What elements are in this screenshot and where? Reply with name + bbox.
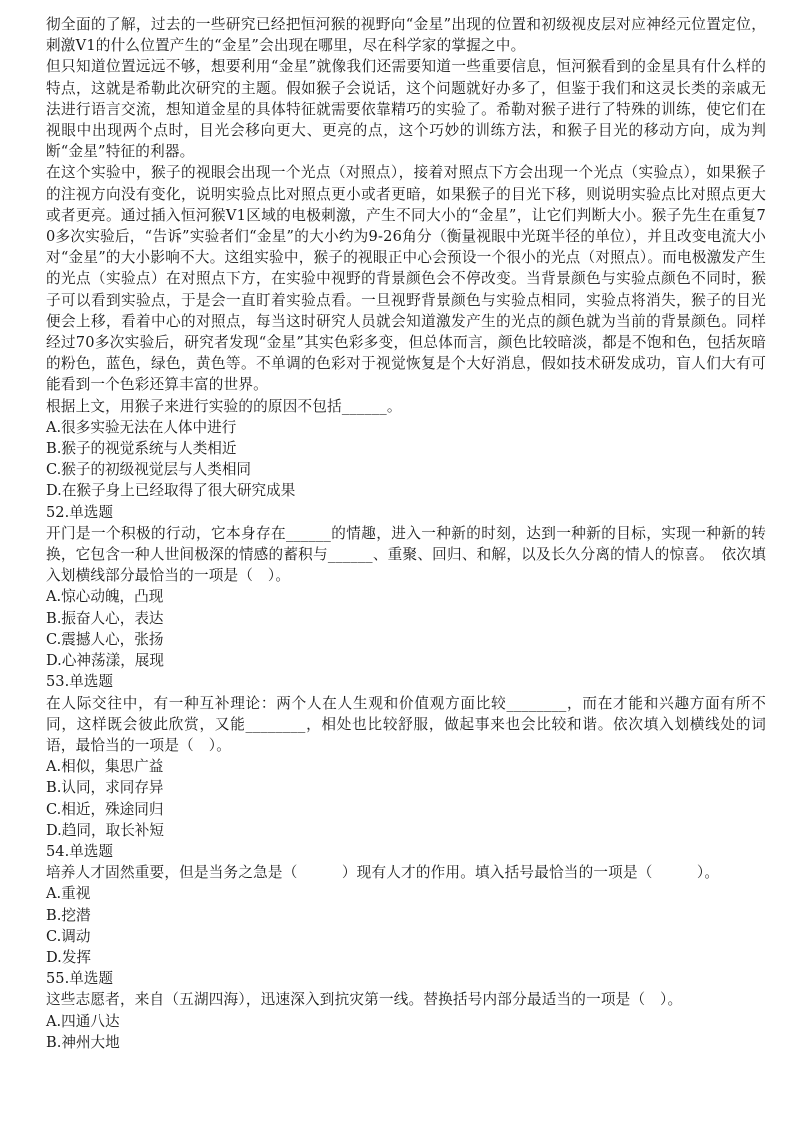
question-52-stem: 开门是一个积极的行动，它本身存在______的情趣，进入一种新的时刻，达到一种新的目标，实现一种新的转换，它包含一种人世间极深的情感的蓄积与______、重聚、回归、和解，以及长久分离的情人的惊喜。 依次填入划横线部分最恰当的一项是（ ）。 xyxy=(46,524,766,585)
question-55-option-b: B.神州大地 xyxy=(46,1033,120,1051)
question-53-heading: 53.单选题 xyxy=(46,673,113,691)
question-53-option-a: A.相似，集思广益 xyxy=(46,758,164,776)
question-51-option-b: B.猴子的视觉系统与人类相近 xyxy=(46,440,237,458)
question-51-option-c: C.猴子的初级视觉层与人类相同 xyxy=(46,461,252,479)
question-53-option-c: C.相近，殊途同归 xyxy=(46,800,164,818)
question-51-option-a: A.很多实验无法在人体中进行 xyxy=(46,418,237,436)
question-51-option-d: D.在猴子身上已经取得了很大研究成果 xyxy=(46,482,296,500)
question-52-option-b: B.振奋人心，表达 xyxy=(46,609,164,627)
question-52-option-a: A.惊心动魄，凸现 xyxy=(46,588,164,606)
question-54-option-c: C.调动 xyxy=(46,927,91,945)
passage-paragraph-1: 彻全面的了解，过去的一些研究已经把恒河猴的视野向“金星”出现的位置和初级视皮层对应神经元位置定位，刺激V1的什么位置产生的“金星”会出现在哪里，尽在科学家的掌握之中。 xyxy=(46,16,766,55)
question-52-option-c: C.震撼人心，张扬 xyxy=(46,630,164,648)
passage-paragraph-2: 但只知道位置远远不够，想要利用“金星”就像我们还需要知道一些重要信息，恒河猴看到的金星具有什么样的特点，这就是希勒此次研究的主题。假如猴子会说话，这个问题就好办多了，但鉴于我们和这灵长类的亲戚无法进行语言交流，想知道金星的具体特征就需要依靠精巧的实验了。希勒对猴子进行了特殊的训练，使它们在视眼中出现两个点时，目光会移向更大、更亮的点，这个巧妙的训练方法，和猴子目光的移动方向，成为判断“金星”特征的利器。 xyxy=(46,58,766,161)
question-55-stem: 这些志愿者，来自（五湖四海），迅速深入到抗灾第一线。替换括号内部分最适当的一项是（ ）。 xyxy=(46,991,683,1009)
question-54-option-b: B.挖潜 xyxy=(46,906,91,924)
question-54-heading: 54.单选题 xyxy=(46,842,113,860)
question-52-heading: 52.单选题 xyxy=(46,503,113,521)
question-54-option-a: A.重视 xyxy=(46,885,91,903)
question-53-stem: 在人际交往中，有一种互补理论：两个人在人生观和价值观方面比较________，而在才能和兴趣方面有所不同，这样既会彼此欣赏，又能________，相处也比较舒服，做起事来也会比较和谐。依次填入划横线处的词语，最恰当的一项是（ ）。 xyxy=(46,694,766,754)
document-page xyxy=(46,14,766,1053)
question-55-option-a: A.四通八达 xyxy=(46,1012,120,1030)
question-55-heading: 55.单选题 xyxy=(46,970,113,988)
passage-paragraph-3: 在这个实验中，猴子的视眼会出现一个光点（对照点），接着对照点下方会出现一个光点（实验点），如果猴子的注视方向没有变化，说明实验点比对照点更小或者更暗，如果猴子的目光下移，则说明实验点比对照点更大或者更亮。通过插入恒河猴V1区域的电极刺激，产生不同大小的“金星”，让它们判断大小。猴子先生在重复70多次实验后，“告诉”实验者们“金星”的大小约为9-26角分（衡量视眼中光斑半径的单位），并且改变电流大小对“金星”的大小影响不大。这组实验中，猴子的视眼正中心会预设一个很小的光点（对照点）。而电极激发产生的光点（实验点）在对照点下方，在实验中视野的背景颜色会不停改变。当背景颜色与实验点颜色不同时，猴子可以看到实验点，于是会一直盯着实验点看。一旦视野背景颜色与实验点相同，实验点将消失，猴子的目光便会上移，看着中心的对照点，每当这时研究人员就会知道激发产生的光点的颜色就为当前的背景颜色。同样经过70多次实验后，研究者发现“金星”其实色彩多变，但总体而言，颜色比较暗淡，都是不饱和色，包括灰暗的粉色，蓝色，绿色，黄色等。不单调的色彩对于视觉恢复是个大好消息，假如技术研发成功，盲人们大有可能看到一个色彩还算丰富的世界。 xyxy=(46,164,766,394)
question-51-stem: 根据上文，用猴子来进行实验的的原因不包括______。 xyxy=(46,397,402,415)
question-53-option-b: B.认同，求同存异 xyxy=(46,779,164,797)
question-54-option-d: D.发挥 xyxy=(46,948,92,966)
question-52-option-d: D.心神荡漾，展现 xyxy=(46,652,164,670)
question-54-stem: 培养人才固然重要，但是当务之急是（ ）现有人才的作用。填入括号最恰当的一项是（ ）。 xyxy=(46,864,720,882)
question-53-option-d: D.趋同，取长补短 xyxy=(46,821,164,839)
